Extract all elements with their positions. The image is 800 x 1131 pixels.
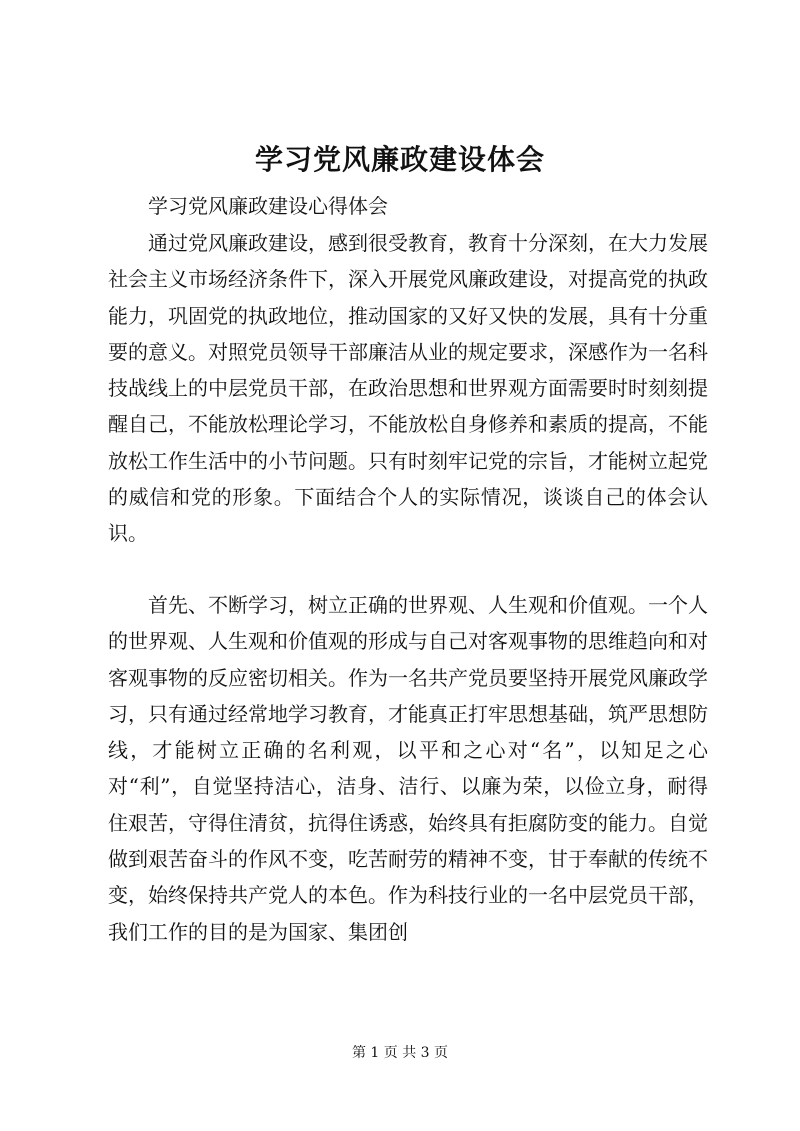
page-indicator: 第 1 页 共 3 页 (351, 1045, 449, 1061)
body-paragraph-2: 首先、不断学习，树立正确的世界观、人生观和价值观。一个人的世界观、人生观和价值观的形成与自己对客观事物的思维趋向和对客观事物的反应密切相关。作为一名共产党员要坚持开展党风廉政学习，只有通过经常地学习教育，才能真正打牢思想基础，筑严思想防线，才能树立正确的名利观，以平和之心对“名”，以知足之心对“利”，自觉坚持洁心，洁身、洁行、以廉为荣，以俭立身，耐得住艰苦，守得住清贫，抗得住诱惑，始终具有拒腐防变的能力。自觉做到艰苦奋斗的作风不变，吃苦耐劳的精神不变，甘于奉献的传统不变，始终保持共产党人的本色。作为科技行业的一名中层党员干部，我们工作的目的是为国家、集团创 (108, 593, 708, 944)
document-subtitle: 学习党风廉政建设心得体会 (148, 194, 388, 218)
body-paragraph-1: 通过党风廉政建设，感到很受教育，教育十分深刻，在大力发展社会主义市场经济条件下，深入开展党风廉政建设，对提高党的执政能力，巩固党的执政地位，推动国家的又好又快的发展，具有十分重要的意义。对照党员领导干部廉洁从业的规定要求，深感作为一名科技战线上的中层党员干部，在政治思想和世界观方面需要时时刻刻提醒自己，不能放松理论学习，不能放松自身修养和素质的提高，不能放松工作生活中的小节问题。只有时刻牢记党的宗旨，才能树立起党的威信和党的形象。下面结合个人的实际情况，谈谈自己的体会认识。 (108, 231, 708, 546)
document-title: 学习党风廉政建设体会 (254, 143, 545, 176)
